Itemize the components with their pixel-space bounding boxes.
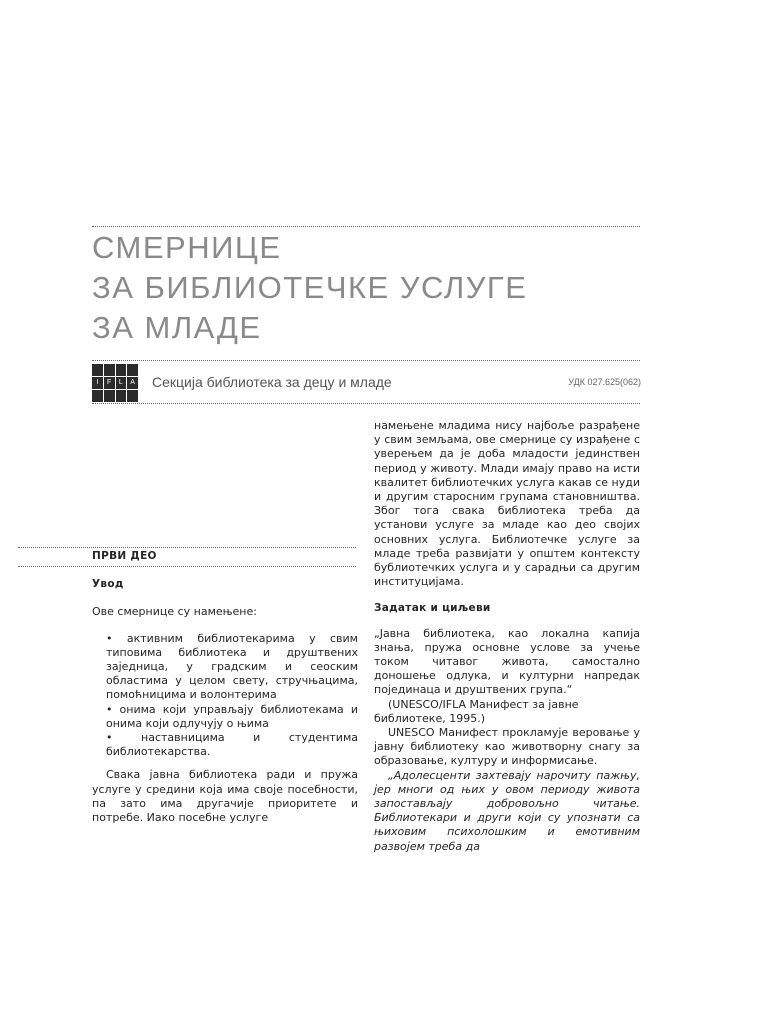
- title-line-2: ЗА БИБЛИОТЕЧКЕ УСЛУГЕ: [92, 270, 528, 305]
- logo-cell: [127, 390, 138, 402]
- logo-cell: [104, 390, 115, 402]
- part-top-rule: [18, 547, 356, 548]
- title-top-rule: [92, 226, 640, 227]
- document-title: [92, 228, 527, 348]
- logo-cell: [92, 364, 103, 376]
- title-line-3: ЗА МЛАДЕ: [92, 310, 262, 345]
- logo-letter-i: I: [92, 377, 103, 389]
- intro-heading: Увод: [92, 578, 124, 591]
- bullet-item: • активним библиотекарима у свим типовима библиотека и друштвених заједница, у градским и сеоским областима у целом свету, стручњацима, помоћницима и волонтерима: [92, 632, 358, 703]
- manifesto-citation: (UNESCO/IFLA Манифест за јавне библиотеке, 1995.): [374, 697, 579, 725]
- title-bottom-rule: [92, 360, 640, 361]
- udk-code: УДК 027.625(062): [568, 377, 641, 387]
- logo-letter-a: A: [127, 377, 138, 389]
- manifesto-paragraph: UNESCO Манифест прокламује веровање у јавну библиотеку као животворну снагу за образовање, културу и информисање.: [374, 726, 640, 768]
- adolescents-quote: „Адолесценти захтевају нарочиту пажњу, јер многи од њих у овом периоду живота запостављају добровољно читање. Библиотекари и други који су упознати са њиховим психолошким и емотивним развојем треба да: [374, 768, 640, 853]
- header-bottom-rule: [92, 403, 640, 404]
- bullet-item: • наставницима и студентима библиотекарства.: [92, 731, 358, 759]
- title-line-1: СМЕРНИЦЕ: [92, 230, 282, 265]
- logo-letter-l: L: [116, 377, 127, 389]
- continued-paragraph: намењене младима нису најбоље разрађене у свим земљама, ове смернице су израђене с уверењем да је доба младости јединствен период у животу. Млади имају право на исти квалитет библиотечких услуга какав се нуди и другим старосним групама становништва. Због тога свака библиотека треба да установи услуге за младе као део својих основних услуга. Библиотечке услуге за младе треба развијати у општем контексту бублиотечких услуга и у сарадњи са другим институцијама.: [374, 419, 640, 589]
- intro-lead: Ове смернице су намењене:: [92, 605, 257, 619]
- left-column: [92, 549, 358, 825]
- logo-cell: [116, 364, 127, 376]
- section-name: Секција библиотека за децу и младе: [152, 374, 392, 390]
- logo-cell: [92, 390, 103, 402]
- intro-paragraph: Свака јавна библиотека ради и пружа услуге у средини која има своје посебности, па зато има другачије приоритете и потребе. Иако посебне услуге: [92, 768, 358, 825]
- part-heading: ПРВИ ДЕО: [92, 550, 157, 562]
- ifla-logo: [92, 364, 138, 402]
- right-column: [374, 419, 640, 854]
- logo-letter-f: F: [104, 377, 115, 389]
- manifesto-quote: „Јавна библиотека, као локална капија знања, пружа основне услове за учење током читавог живота, самостално доношење одлука, и културни напредак појединаца и друштвених група.“: [374, 626, 640, 697]
- goals-heading: Задатак и циљеви: [374, 602, 491, 615]
- logo-cell: [116, 390, 127, 402]
- logo-cell: [104, 364, 115, 376]
- bullet-item: • онима који управљају библиотекама и онима који одлучују о њима: [92, 703, 358, 731]
- logo-cell: [127, 364, 138, 376]
